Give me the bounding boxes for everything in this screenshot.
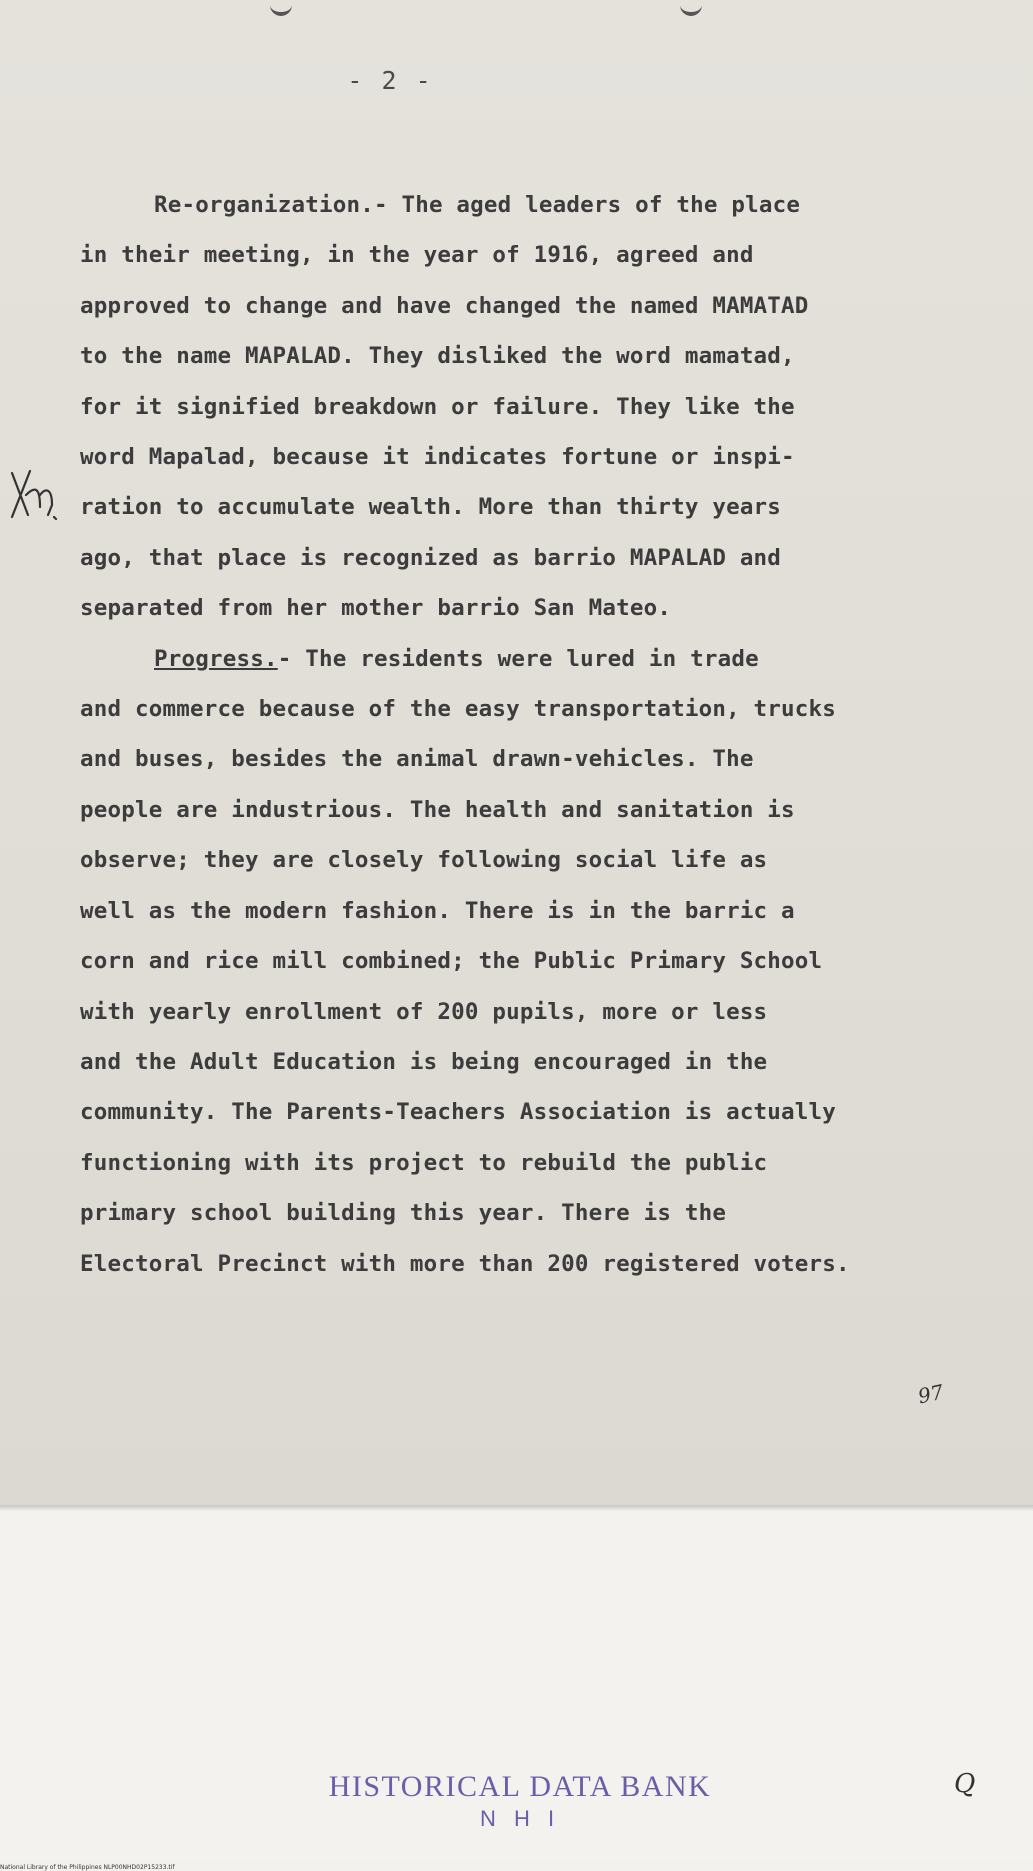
text-line: functioning with its project to rebuild the public (80, 1149, 768, 1176)
text-line: in their meeting, in the year of 1916, agreed and (80, 242, 754, 269)
text-line: Re-organization.- The aged leaders of the place (154, 192, 801, 218)
handwritten-page-mark: 97 (915, 1379, 946, 1409)
stamp-subtitle: N H I (479, 1806, 561, 1831)
header-marks (270, 0, 710, 20)
typed-body (80, 180, 940, 1289)
paragraph-reorganization (80, 180, 940, 634)
text-line: Electoral Precinct with more than 200 registered voters. (80, 1250, 850, 1277)
text-line: for it signified breakdown or failure. They like the (80, 393, 795, 420)
paragraph-heading: Re-organization. (154, 192, 374, 218)
text-line: primary school building this year. There is the (80, 1200, 727, 1227)
text-line: word Mapalad, because it indicates fortune or inspi- (80, 444, 795, 471)
archive-stamp (300, 1770, 740, 1832)
binder-mark-right (680, 0, 702, 16)
text-line: and commerce because of the easy transportation, trucks (80, 696, 837, 723)
text-line: community. The Parents-Teachers Association is actually (80, 1099, 837, 1126)
margin-handwritten-note (6, 455, 58, 525)
text-line: approved to change and have changed the named MAMATAD (80, 292, 809, 319)
text-line: separated from her mother barrio San Mateo. (80, 595, 672, 622)
text-line: observe; they are closely following social life as (80, 847, 768, 874)
text-line: Progress.- The residents were lured in trade (154, 645, 759, 672)
page-number: - 2 - (347, 66, 433, 95)
paragraph-heading: Progress. (154, 645, 278, 672)
text-line: and buses, besides the animal drawn-vehicles. The (80, 746, 754, 773)
corner-handwritten-mark: Q (954, 1769, 976, 1799)
paragraph-progress (80, 634, 940, 1289)
text-line: ago, that place is recognized as barrio MAPALAD and (80, 544, 782, 571)
binder-mark-left (270, 0, 292, 16)
stamp-title: HISTORICAL DATA BANK (328, 1770, 712, 1803)
text-line: with yearly enrollment of 200 pupils, more or less (80, 998, 768, 1025)
text-line: corn and rice mill combined; the Public Primary School (80, 948, 823, 975)
text-line: people are industrious. The health and sanitation is (80, 796, 795, 823)
scan-footer: National Library of the Philippines NLP00NHD02P15233.tif (0, 1864, 175, 1871)
text-line: to the name MAPALAD. They disliked the word mamatad, (80, 343, 795, 370)
text-line: well as the modern fashion. There is in the barric a (80, 897, 795, 924)
text-line: ration to accumulate wealth. More than thirty years (80, 494, 782, 521)
text-line: and the Adult Education is being encouraged in the (80, 1048, 768, 1075)
